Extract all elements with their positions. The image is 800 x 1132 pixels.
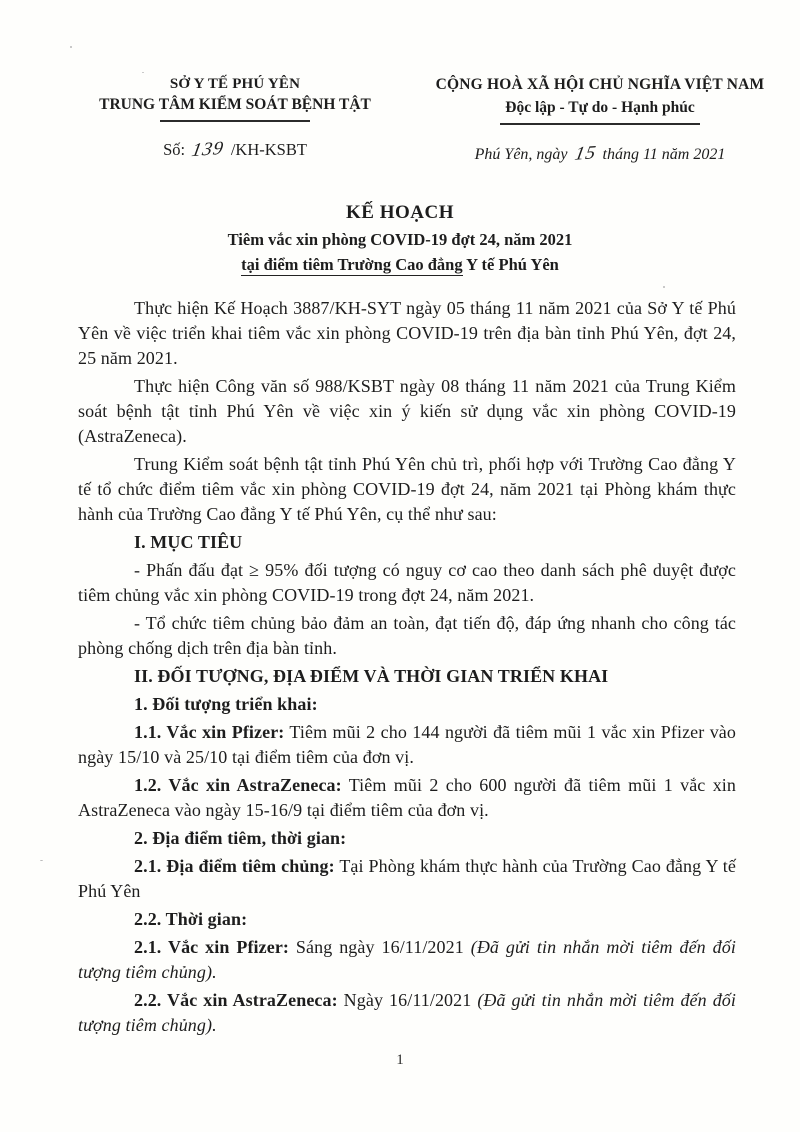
parent-agency-name: SỞ Y TẾ PHÚ YÊN bbox=[169, 76, 301, 92]
item-time-pfizer-text: Sáng ngày 16/11/2021 bbox=[289, 937, 471, 957]
page-number: 1 bbox=[396, 1052, 404, 1068]
item-time-astrazeneca-text: Ngày 16/11/2021 bbox=[337, 990, 478, 1010]
doc-number-label: Số: bbox=[163, 140, 186, 159]
national-header-block bbox=[400, 76, 800, 165]
item-pfizer-targets bbox=[78, 720, 736, 770]
subtitle-rest: Y tế Phú Yên bbox=[462, 255, 559, 275]
item-astrazeneca-label: 1.2. Vắc xin AstraZeneca: bbox=[134, 775, 342, 795]
item-astrazeneca-targets bbox=[78, 773, 736, 823]
scan-speck bbox=[663, 286, 665, 288]
item-location bbox=[78, 854, 736, 904]
item-time-astrazeneca bbox=[78, 988, 736, 1038]
section-heading-objectives: I. MỤC TIÊU bbox=[134, 532, 243, 552]
scan-speck bbox=[40, 860, 43, 861]
document-subtitle-line2 bbox=[0, 255, 800, 276]
item-pfizer-text: Tiêm mũi 2 cho 144 người đã tiêm mũi 1 vắc xin Pfizer vào ngày 15/10 và 25/10 tại điểm tiêm của đơn vị. bbox=[78, 722, 736, 767]
date-suffix: tháng 11 năm 2021 bbox=[602, 146, 726, 163]
motto-underline bbox=[500, 123, 700, 125]
item-time-astrazeneca-label: 2.2. Vắc xin AstraZeneca: bbox=[134, 990, 338, 1010]
item-heading-targets: 1. Đối tượng triển khai: bbox=[134, 694, 318, 714]
item-time-astrazeneca-note: (Đã gửi tin nhắn mời tiêm đến đối tượng tiêm chủng). bbox=[78, 990, 736, 1035]
item-astrazeneca-text: Tiêm mũi 2 cho 600 người đã tiêm mũi 1 vắc xin AstraZeneca vào ngày 15-16/9 tại điểm tiêm của đơn vị. bbox=[78, 775, 736, 820]
agency-underline bbox=[160, 120, 310, 122]
item-heading-time: 2.2. Thời gian: bbox=[134, 909, 248, 929]
document-title-block bbox=[0, 201, 800, 276]
issuing-agency-block bbox=[70, 76, 400, 165]
section-heading-scope: II. ĐỐI TƯỢNG, ĐỊA ĐIỂM VÀ THỜI GIAN TRIỂN KHAI bbox=[134, 666, 609, 686]
paragraph-basis-2: Thực hiện Công văn số 988/KSBT ngày 08 tháng 11 năm 2021 của Trung Kiểm soát bệnh tật tỉnh Phú Yên về việc xin ý kiến sử dụng vắc xin phòng COVID-19 (AstraZeneca). bbox=[78, 376, 736, 446]
item-time-pfizer-label: 2.1. Vắc xin Pfizer: bbox=[134, 937, 290, 957]
document-body bbox=[78, 296, 736, 1038]
scan-speck bbox=[70, 46, 72, 48]
doc-number-handwritten: 139 bbox=[190, 137, 226, 162]
item-location-label: 2.1. Địa điểm tiêm chủng: bbox=[134, 856, 335, 876]
item-time-pfizer-note: (Đã gửi tin nhắn mời tiêm đến đối tượng tiêm chủng). bbox=[78, 937, 736, 982]
document-title: KẾ HOẠCH bbox=[346, 202, 454, 223]
document-subtitle-line1: Tiêm vắc xin phòng COVID-19 đợt 24, năm 2021 bbox=[227, 229, 573, 249]
item-location-text: Tại Phòng khám thực hành của Trường Cao đẳng Y tế Phú Yên bbox=[78, 856, 736, 901]
place-date-line bbox=[400, 143, 800, 165]
doc-number-suffix: /KH-KSBT bbox=[230, 140, 307, 159]
paragraph-basis-1: Thực hiện Kế Hoạch 3887/KH-SYT ngày 05 tháng 11 năm 2021 của Sở Y tế Phú Yên về việc triển khai tiêm vắc xin phòng COVID-19 trên địa bàn tỉnh Phú Yên, đợt 24, 25 năm 2021. bbox=[78, 298, 736, 368]
objective-bullet-2: - Tổ chức tiêm chủng bảo đảm an toàn, đạt tiến độ, đáp ứng nhanh cho công tác phòng chống dịch trên địa bàn tỉnh. bbox=[78, 613, 736, 658]
national-title: CỘNG HOÀ XÃ HỘI CHỦ NGHĨA VIỆT NAM bbox=[435, 76, 765, 93]
date-day-handwritten: 15 bbox=[572, 142, 598, 165]
paragraph-intro: Trung Kiểm soát bệnh tật tỉnh Phú Yên chủ trì, phối hợp với Trường Cao đẳng Y tế tổ chức điểm tiêm vắc xin phòng COVID-19 đợt 24, năm 2021 tại Phòng khám thực hành của Trường Cao đẳng Y tế Phú Yên, cụ thể như sau: bbox=[78, 454, 736, 524]
item-time-pfizer bbox=[78, 935, 736, 985]
document-header bbox=[0, 0, 800, 165]
document-number bbox=[70, 139, 400, 161]
item-pfizer-label: 1.1. Vắc xin Pfizer: bbox=[134, 722, 285, 742]
scan-speck bbox=[142, 72, 144, 73]
item-heading-location-time: 2. Địa điểm tiêm, thời gian: bbox=[134, 828, 347, 848]
subtitle-underlined-part: tại điểm tiêm Trường Cao đẳng bbox=[241, 255, 463, 275]
date-prefix: Phú Yên, ngày bbox=[474, 146, 568, 163]
objective-bullet-1: - Phấn đấu đạt ≥ 95% đối tượng có nguy cơ cao theo danh sách phê duyệt được tiêm chủng vắc xin phòng COVID-19 trong đợt 24, năm 2021. bbox=[78, 560, 736, 605]
national-motto: Độc lập - Tự do - Hạnh phúc bbox=[505, 99, 695, 116]
agency-name: TRUNG TÂM KIỂM SOÁT BỆNH TẬT bbox=[99, 96, 371, 113]
